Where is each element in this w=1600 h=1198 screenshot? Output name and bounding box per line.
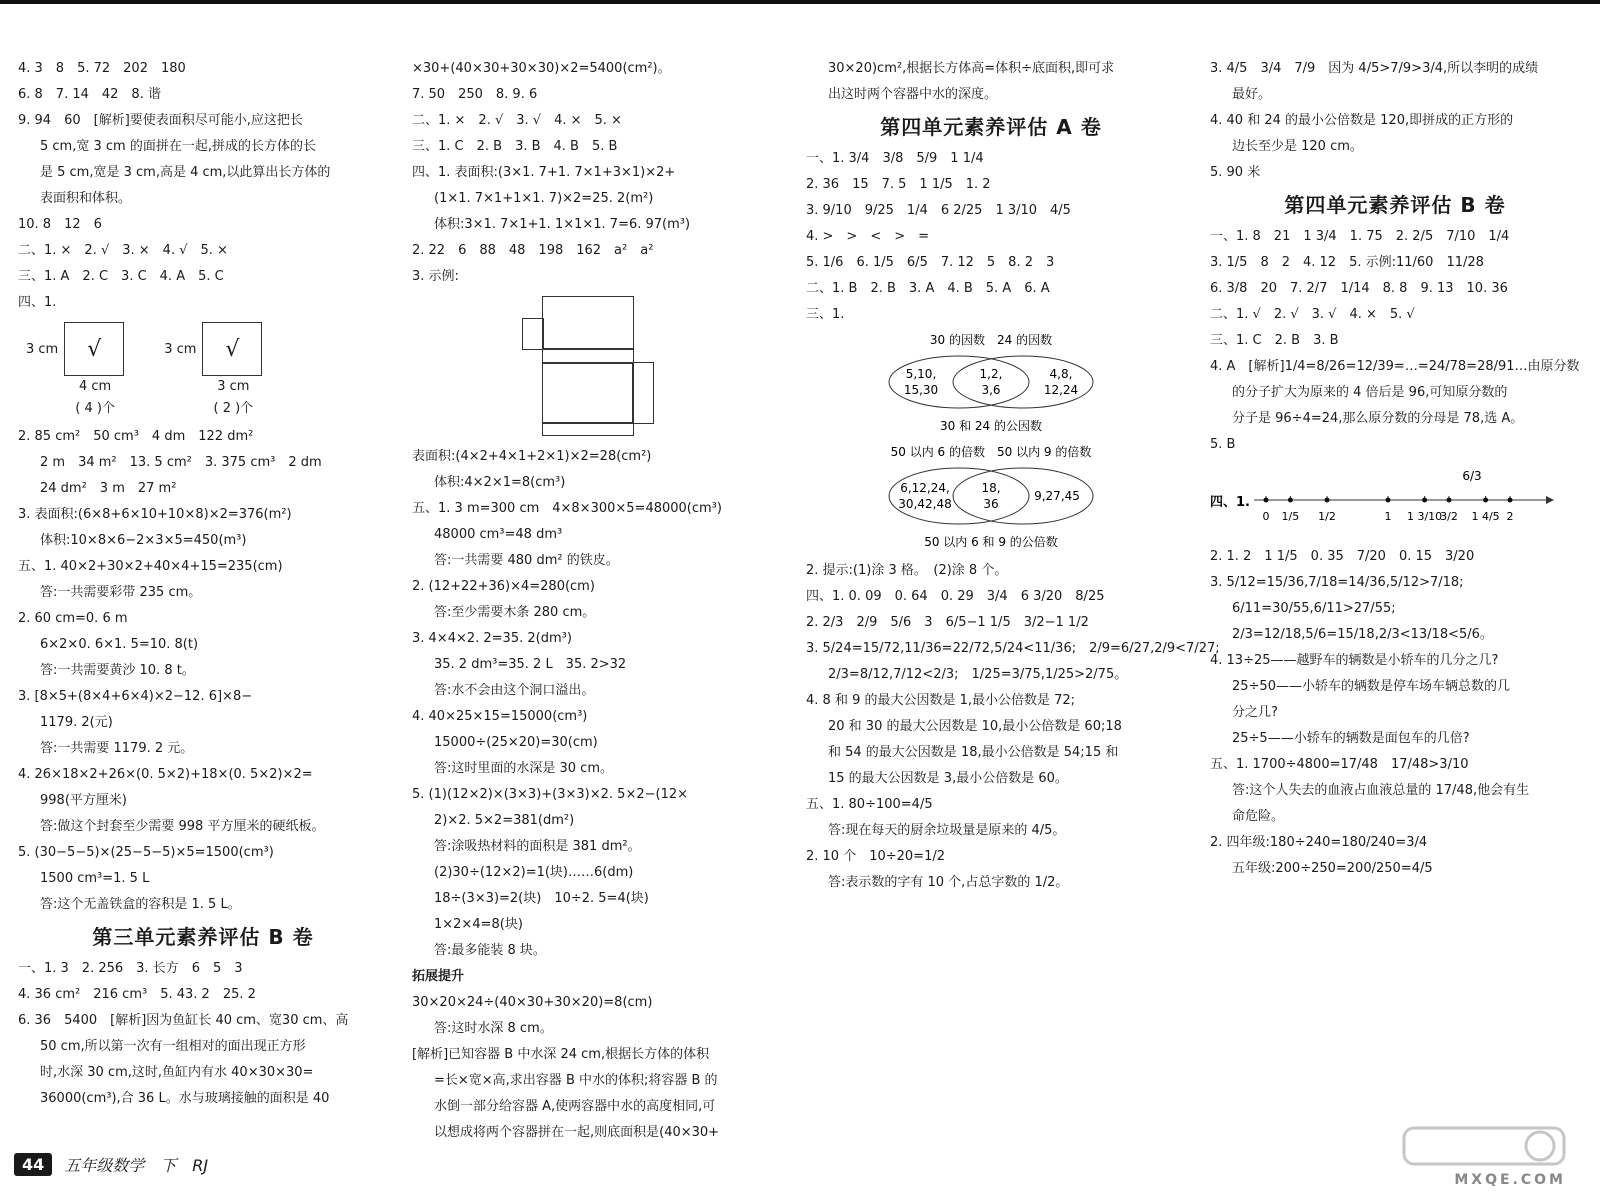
col4-block-c [1210,544,1580,882]
numline-top-label: 6/3 [1462,469,1482,483]
answer-line: 4. 36 cm² 216 cm³ 5. 43. 2 25. 2 [18,987,256,1002]
col3-block-b [806,146,1176,328]
venn1-left-values: 5,10, [905,367,937,381]
numline-tick-label: 1/2 [1318,510,1336,523]
answer-line: 答:这个人失去的血液占血液总量的 17/48,他会有生 [1232,783,1530,798]
answer-line: (1×1. 7×1+1×1. 7)×2=25. 2(m²) [434,191,654,206]
answer-line: 五年级:200÷250=200/250=4/5 [1232,861,1433,876]
numline-point [1447,498,1452,503]
box1-count: ( 4 )个 [75,401,115,416]
column-1 [18,56,388,1112]
answer-line: 答:涂吸热材料的面积是 381 dm²。 [434,839,641,854]
answer-line: =长×宽×高,求出容器 B 中水的体积;将容器 B 的 [434,1073,718,1088]
answer-line: 18÷(3×3)=2(块) 10÷2. 5=4(块) [434,891,649,906]
numline-tick-label: 3/2 [1440,510,1458,523]
venn1-mid-values-2: 3,6 [981,383,1001,397]
box1-bottom-label: 4 cm [79,379,112,394]
column-4 [1210,56,1580,882]
answer-line: 五、1. 1700÷4800=17/48 17/48>3/10 [1210,757,1469,772]
venn2-right-values: 9,27,45 [1034,489,1080,503]
answer-line: 3. 表面积:(6×8+6×10+10×8)×2=376(m²) [18,507,292,522]
venn2-left-values: 6,12,24, [900,481,950,495]
answer-line: 30×20)cm²,根据长方体高=体积÷底面积,即可求 [828,61,1115,76]
answer-line: 7. 50 250 8. 9. 6 [412,87,538,102]
page-number: 44 [14,1153,52,1176]
box2-square [202,322,262,376]
answer-line: 表面积和体积。 [40,191,132,206]
numline-tick-label: 2 [1506,510,1514,523]
answer-line: 5 cm,宽 3 cm 的面拼在一起,拼成的长方体的长 [40,139,316,154]
answer-line: 15 的最大公因数是 3,最小公倍数是 60。 [828,771,1068,786]
watermark-text: MXQE.COM [1454,1172,1566,1188]
answer-line: 边长至少是 120 cm。 [1232,139,1363,154]
top-border [0,0,1600,4]
answer-line: 一、1. 3/4 3/8 5/9 1 1/4 [806,151,984,166]
answer-line: 5. 90 米 [1210,165,1261,180]
venn1-mid-values: 1,2, [979,367,1003,381]
venn1-left-ellipse [889,356,1029,408]
answer-line: 2. 22 6 88 48 198 162 a² a² [412,243,654,258]
answer-line: 1179. 2(元) [40,715,113,730]
answer-line: 15000÷(25×20)=30(cm) [434,735,598,750]
answer-line: 五、1. 3 m=300 cm 4×8×300×5=48000(cm³) [412,501,722,516]
numline-point [1483,498,1488,503]
venn2-mid-values-2: 36 [983,497,999,511]
box2-left-label: 3 cm [164,341,197,357]
answer-line: 2. 36 15 7. 5 1 1/5 1. 2 [806,177,991,192]
col1-block-a [18,56,388,316]
col2-block-b [412,444,782,964]
answer-line: 二、1. √ 2. √ 3. √ 4. × 5. √ [1210,307,1415,322]
answer-line: 五、1. 80÷100=4/5 [806,797,933,812]
venn1-right-values-2: 12,24 [1043,383,1079,397]
answer-line: 6. 3/8 20 7. 2/7 1/14 8. 8 9. 13 10. 36 [1210,281,1508,296]
numline-point [1288,498,1293,503]
net-face [522,318,544,350]
answer-line: 五、1. 40×2+30×2+40×4+15=235(cm) [18,559,283,574]
answer-line: [解析]已知容器 B 中水深 24 cm,根据长方体的体积 [412,1047,710,1062]
answer-line: 3. 4/5 3/4 7/9 因为 4/5>7/9>3/4,所以李明的成绩 [1210,61,1539,76]
answer-line: 4. 8 和 9 的最大公因数是 1,最小公倍数是 72; [806,693,1076,708]
answer-line: 三、1. [806,307,845,322]
answer-line: 四、1. [18,295,57,310]
answer-line: 答:表示数的字有 10 个,占总字数的 1/2。 [828,875,1069,890]
answer-line: 36000(cm³),合 36 L。水与玻璃接触的面积是 40 [40,1091,330,1106]
answer-line: 三、1. C 2. B 3. B [1210,333,1339,348]
answer-line: 3. 4×4×2. 2=35. 2(dm³) [412,631,572,646]
answer-line: 以想成将两个容器拼在一起,则底面积是(40×30+ [434,1125,720,1140]
col4-block-a [1210,56,1580,186]
answer-line: 4. 3 8 5. 72 202 180 [18,61,186,76]
answer-line: 答:做这个封套至少需要 998 平方厘米的硬纸板。 [40,819,325,834]
answer-boxes [26,322,388,420]
venn2-left-ellipse [889,468,1029,524]
answer-line: 3. 9/10 9/25 1/4 6 2/25 1 3/10 4/5 [806,203,1071,218]
answer-line: 答:一共需要 1179. 2 元。 [40,741,194,756]
venn2-mid-values: 18, [981,481,1001,495]
answer-line: 答:一共需要彩带 235 cm。 [40,585,202,600]
venn-diagram-factors [841,330,1141,438]
numline-tick-label: 1 3/10 [1406,510,1443,523]
answer-line: 体积:10×8×6−2×3×5=450(m³) [40,533,247,548]
answer-line: 4. 40 和 24 的最小公倍数是 120,即拼成的正方形的 [1210,113,1514,128]
answer-line: 3. 1/5 8 2 4. 12 5. 示例:11/60 11/28 [1210,255,1484,270]
answer-line: 6. 36 5400 [解析]因为鱼缸长 40 cm、宽30 cm、高 [18,1013,349,1028]
answer-line: 25÷5——小轿车的辆数是面包车的几倍? [1232,731,1470,746]
footer-title: 五年级数学 下 RJ [64,1156,209,1175]
answer-line: 3. 示例: [412,269,459,284]
column-2 [412,56,782,1146]
answer-box-2 [164,322,262,420]
answer-line: 分子是 96÷4=24,那么原分数的分母是 78,选 A。 [1232,411,1524,426]
answer-line: 4. A [解析]1/4=8/26=12/39=…=24/78=28/91…由原分数 [1210,359,1580,374]
net-face [542,362,634,424]
answer-line: 4. 40×25×15=15000(cm³) [412,709,588,724]
col2-block-c [412,990,782,1146]
answer-line: 6×2×0. 6×1. 5=10. 8(t) [40,637,199,652]
numline-point [1264,498,1269,503]
answer-line: 1×2×4=8(块) [434,917,523,932]
numline-point [1325,498,1330,503]
net-face [542,296,634,350]
venn1-top-label: 30 的因数 24 的因数 [929,333,1053,347]
answer-line: 2. 60 cm=0. 6 m [18,611,128,626]
extension-heading: 拓展提升 [412,969,465,984]
answer-line: 二、1. × 2. √ 3. √ 4. × 5. × [412,113,622,128]
venn1-left-values-2: 15,30 [903,383,939,397]
answer-line: 2. 四年级:180÷240=180/240=3/4 [1210,835,1428,850]
answer-line: 998(平方厘米) [40,793,127,808]
col1-block-c [18,956,388,1112]
section-heading-unit4-b: 第四单元素养评估 B 卷 [1284,193,1506,217]
col3-block-c [806,558,1220,896]
answer-line: 5. 1/6 6. 1/5 6/5 7. 12 5 8. 2 3 [806,255,1055,270]
numline-tick-label: 1 4/5 [1471,510,1500,523]
numline-tick-label: 0 [1262,510,1270,523]
numline-label: 四、1. [1210,495,1250,510]
answer-line: 4. 26×18×2+26×(0. 5×2)+18×(0. 5×2)×2= [18,767,313,782]
answer-line: 四、1. 表面积:(3×1. 7+1. 7×1+3×1)×2+ [412,165,676,180]
answer-line: 30×20×24÷(40×30+30×20)=8(cm) [412,995,653,1010]
answer-line: 2. 10 个 10÷20=1/2 [806,849,946,864]
numline-tick-label: 1 [1384,510,1392,523]
answer-line: 答:这个无盖铁盒的容积是 1. 5 L。 [40,897,241,912]
answer-line: 一、1. 3 2. 256 3. 长方 6 5 3 [18,961,243,976]
answer-line: 二、1. × 2. √ 3. × 4. √ 5. × [18,243,228,258]
venn2-top-label: 50 以内 6 的倍数 50 以内 9 的倍数 [890,445,1092,459]
net-face [632,362,654,424]
answer-line: 2 m 34 m² 13. 5 cm² 3. 375 cm³ 2 dm [40,455,322,470]
answer-line: 50 cm,所以第一次有一组相对的面出现正方形 [40,1039,306,1054]
answer-line: 5. (30−5−5)×(25−5−5)×5=1500(cm³) [18,845,274,860]
answer-line: 1500 cm³=1. 5 L [40,871,150,886]
section-heading-unit3-b: 第三单元素养评估 B 卷 [92,925,314,949]
answer-line: 3. 5/24=15/72,11/36=22/72,5/24<11/36; 2/9=6/27,2/9<7/27; [806,641,1220,656]
answer-line: 和 54 的最大公因数是 18,最小公倍数是 54;15 和 [828,745,1119,760]
column-3 [806,56,1220,896]
net-face [542,422,634,436]
answer-line: 2/3=8/12,7/12<2/3; 1/25=3/75,1/25>2/75。 [828,667,1128,682]
answer-line: 表面积:(4×2+4×1+2×1)×2=28(cm²) [412,449,652,464]
venn1-right-ellipse [953,356,1093,408]
answer-line: 四、1. 0. 09 0. 64 0. 29 3/4 6 3/20 8/25 [806,589,1105,604]
col4-block-b [1210,224,1580,458]
answer-line: (2)30÷(12×2)=1(块)……6(dm) [434,865,634,880]
answer-line: 2. 2/3 2/9 5/6 3 6/5−1 1/5 3/2−1 1/2 [806,615,1089,630]
page-footer [14,1153,208,1176]
answer-line: 2. 提示:(1)涂 3 格。 (2)涂 8 个。 [806,563,1008,578]
answer-line: ×30+(40×30+30×30)×2=5400(cm²)。 [412,61,671,76]
venn-diagram-multiples [841,442,1141,554]
answer-line: 2/3=12/18,5/6=15/18,2/3<13/18<5/6。 [1232,627,1493,642]
answer-line: 3. 5/12=15/36,7/18=14/36,5/12>7/18; [1210,575,1464,590]
answer-line: 体积:4×2×1=8(cm³) [434,475,566,490]
answer-line: 2. 85 cm² 50 cm³ 4 dm 122 dm² [18,429,254,444]
numline-point [1386,498,1391,503]
answer-line: 35. 2 dm³=35. 2 L 35. 2>32 [434,657,627,672]
answer-line: 答:一共需要黄沙 10. 8 t。 [40,663,195,678]
answer-line: 2)×2. 5×2=381(dm²) [434,813,575,828]
answer-line: 水倒一部分给容器 A,使两容器中水的高度相同,可 [434,1099,716,1114]
answer-line: 20 和 30 的最大公因数是 10,最小公倍数是 60;18 [828,719,1122,734]
answer-line: 三、1. A 2. C 3. C 4. A 5. C [18,269,224,284]
answer-line: 10. 8 12 6 [18,217,102,232]
numline-tick-label: 1/5 [1281,510,1300,523]
answer-line: 时,水深 30 cm,这时,鱼缸内有水 40×30×30= [40,1065,314,1080]
answer-line: 二、1. B 2. B 3. A 4. B 5. A 6. A [806,281,1050,296]
box2-count: ( 2 )个 [213,401,254,416]
answer-line: 3. [8×5+(8×4+6×4)×2−12. 6]×8− [18,689,253,704]
answer-line: 答:水不会由这个洞口溢出。 [434,683,595,698]
answer-line: 答:现在每天的厨余垃圾量是原来的 4/5。 [828,823,1066,838]
answer-line: 一、1. 8 21 1 3/4 1. 75 2. 2/5 7/10 1/4 [1210,229,1510,244]
answer-line: 答:最多能装 8 块。 [434,943,546,958]
number-line-diagram [1210,466,1550,536]
box1-left-label: 3 cm [26,341,59,357]
answer-line: 48000 cm³=48 dm³ [434,527,563,542]
answer-line: 2. 1. 2 1 1/5 0. 35 7/20 0. 15 3/20 [1210,549,1475,564]
venn1-right-values: 4,8, [1049,367,1073,381]
answer-line: 答:一共需要 480 dm² 的铁皮。 [434,553,619,568]
answer-line: 2. (12+22+36)×4=280(cm) [412,579,595,594]
answer-line: 答:这时水深 8 cm。 [434,1021,553,1036]
answer-line: 5. B [1210,437,1236,452]
answer-line: 25÷50——小轿车的辆数是停车场车辆总数的几 [1232,679,1510,694]
answer-line: 4. > > < > = [806,229,929,244]
answer-line: 4. 13÷25——越野车的辆数是小轿车的几分之几? [1210,653,1499,668]
cuboid-net-diagram [482,296,702,436]
box1-square [64,322,124,376]
answer-line: 是 5 cm,宽是 3 cm,高是 4 cm,以此算出长方体的 [40,165,331,180]
answer-box-1 [26,322,124,420]
answer-line: 命危险。 [1232,809,1285,824]
answer-line: 三、1. C 2. B 3. B 4. B 5. B [412,139,618,154]
box2-bottom-label: 3 cm [217,379,250,394]
numline-point [1508,498,1513,503]
answer-line: 出这时两个容器中水的深度。 [828,87,998,102]
section-heading-unit4-a: 第四单元素养评估 A 卷 [880,115,1102,139]
check-icon: √ [225,336,240,362]
col2-block-a [412,56,782,290]
col3-block-a [806,56,1176,108]
check-icon: √ [87,336,102,362]
answer-line: 最好。 [1232,87,1272,102]
answer-line: 分之几? [1232,705,1278,720]
venn1-bottom-label: 30 和 24 的公因数 [940,419,1042,433]
answer-line: 答:这时里面的水深是 30 cm。 [434,761,613,776]
col1-block-b [18,424,388,918]
answer-line: 5. (1)(12×2)×(3×3)+(3×3)×2. 5×2−(12× [412,787,689,802]
answer-line: 24 dm² 3 m 27 m² [40,481,177,496]
numline-point [1422,498,1427,503]
venn2-bottom-label: 50 以内 6 和 9 的公倍数 [924,535,1058,549]
answer-line: 6. 8 7. 14 42 8. 谐 [18,87,161,102]
answer-line: 6/11=30/55,6/11>27/55; [1232,601,1396,616]
venn2-left-values-2: 30,42,48 [898,497,952,511]
answer-line: 答:至少需要木条 280 cm。 [434,605,596,620]
arrow-right-icon [1546,496,1554,504]
answer-line: 的分子扩大为原来的 4 倍后是 96,可知原分数的 [1232,385,1508,400]
answer-line: 体积:3×1. 7×1+1. 1×1×1. 7=6. 97(m³) [434,217,691,232]
answer-line: 9. 94 60 [解析]要使表面积尽可能小,应这把长 [18,113,303,128]
